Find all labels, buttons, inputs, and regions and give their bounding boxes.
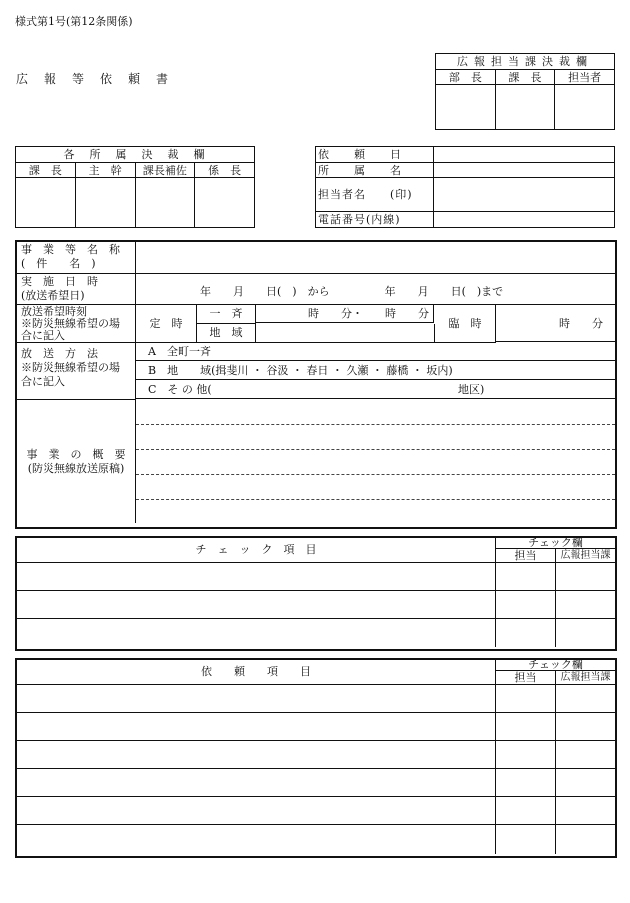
pr-col-director: 部 長 [436,70,496,85]
pr-stamp-staff[interactable] [555,85,615,130]
dept-approval-heading: 各 所 属 決 裁 欄 [16,147,255,163]
check-col-divider-2 [555,563,556,647]
date-label-2: (放送希望日) [21,289,85,302]
dept-stamp-section[interactable] [195,178,255,228]
date-row-line [136,274,615,305]
request-items-check-col: チェック欄 [496,660,615,671]
date-range-field[interactable]: 年 月 日( ) から 年 月 日( )まで [200,285,504,298]
form-number: 様式第1号(第12条関係) [15,15,133,28]
method-option-c[interactable] [136,381,615,399]
request-items-heading: 依 頼 項 目 [17,660,496,685]
request-row-4[interactable] [17,769,615,797]
date-label [17,274,136,305]
request-row-1[interactable] [17,685,615,713]
dept-col-manager: 課 長 [16,163,76,178]
method-label-3: 合に記入 [21,375,65,388]
dept-name-field[interactable] [434,163,615,178]
region-time-field[interactable] [256,324,435,343]
pr-approval-table [435,53,615,130]
pr-stamp-director[interactable] [436,85,496,130]
project-name-field[interactable] [136,242,615,274]
check-items-check-col: チェック欄 [496,538,615,549]
person-name-label: 担当者名 (印) [316,178,434,212]
dept-col-section: 係 長 [195,163,255,178]
method-label-2: ※防災無線希望の場 [21,361,120,374]
dept-stamp-chief[interactable] [75,178,135,228]
summary-line-2[interactable] [136,449,615,450]
check-items-col-pr: 広報担当課 [556,549,615,563]
request-col-divider-1 [495,685,496,854]
project-name-label-1: 事 業 等 名 称 [21,243,120,256]
region-label: 地 域 [197,324,256,343]
time-label-3: 合に記入 [21,329,65,342]
time-label [17,305,136,343]
check-row-2[interactable] [17,591,615,619]
fixed-time-range-field[interactable]: 時 分・ 時 分 [256,305,434,323]
dept-stamp-assistant[interactable] [135,178,195,228]
request-info-table [315,146,615,228]
summary-label [17,400,136,523]
summary-line-4[interactable] [136,499,615,500]
request-items-col-pr: 広報担当課 [556,671,615,685]
request-row-3[interactable] [17,741,615,769]
phone-label: 電話番号(内線) [316,212,434,228]
dept-col-assistant: 課長補佐 [135,163,195,178]
dept-stamp-manager[interactable] [16,178,76,228]
pr-approval-heading: 広報担当課決裁欄 [436,54,615,70]
method-label [17,343,136,400]
check-items-heading: チ ェ ッ ク 項 目 [17,538,496,563]
method-option-c-label: C そ の 他( [148,383,212,396]
temporary-label: 臨 時 [435,305,496,343]
date-label-1: 実 施 日 時 [21,275,98,288]
dept-name-label: 所 属 名 [316,163,434,178]
time-label-2: ※防災無線希望の場 [21,317,120,330]
summary-line-3[interactable] [136,474,615,475]
method-option-a[interactable]: A 全町一斉 [136,343,615,361]
request-date-field[interactable] [434,147,615,163]
check-row-1[interactable] [17,563,615,591]
request-col-divider-2 [555,685,556,854]
request-row-5[interactable] [17,797,615,825]
temporary-time-field[interactable]: 時 分 [496,305,615,342]
pr-col-staff: 担当者 [555,70,615,85]
method-label-1: 放 送 方 法 [21,347,98,360]
person-name-field[interactable] [434,178,615,212]
summary-line-1[interactable] [136,424,615,425]
dept-approval-table [15,146,255,228]
request-items-col-person: 担当 [496,671,556,685]
method-option-c-suffix: 地区) [458,383,485,396]
summary-label-1: 事 業 の 概 要 [26,448,126,461]
project-name-label [17,242,136,274]
dept-col-chief: 主 幹 [75,163,135,178]
method-option-b[interactable]: B 地 域(揖斐川 ・ 谷汲 ・ 春日 ・ 久瀬 ・ 藤橋 ・ 坂内) [136,362,615,380]
all-at-once-label: 一 斉 [197,305,256,324]
request-date-label: 依 頼 日 [316,147,434,163]
pr-col-manager: 課 長 [495,70,555,85]
fixed-time-label: 定 時 [136,305,197,343]
check-col-divider-1 [495,563,496,647]
project-name-label-2: ( 件 名 ) [21,257,96,270]
summary-label-2: (防災無線放送原稿) [27,462,125,475]
phone-field[interactable] [434,212,615,228]
page-title: 広 報 等 依 頼 書 [16,72,171,86]
time-label-1: 放送希望時刻 [21,305,87,318]
check-items-col-person: 担当 [496,549,556,563]
pr-stamp-manager[interactable] [495,85,555,130]
request-row-2[interactable] [17,713,615,741]
